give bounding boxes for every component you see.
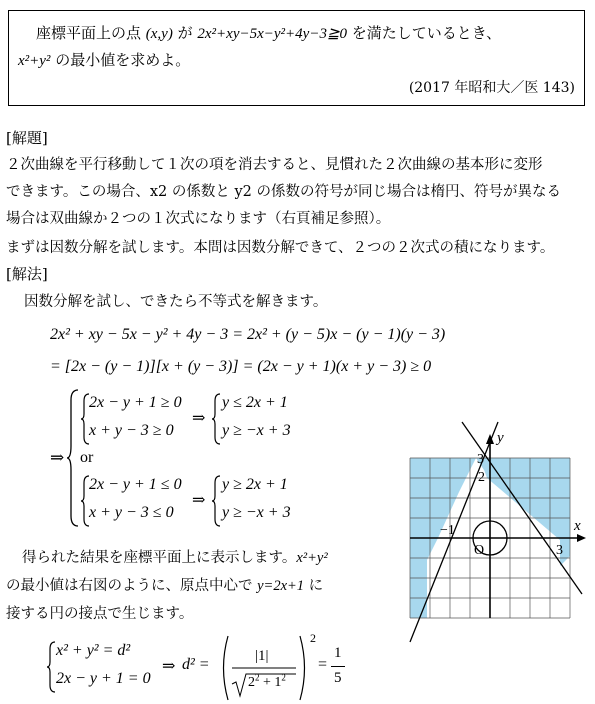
result-text-a: 得られた結果を座標平面上に表示します。 (22, 550, 297, 566)
final-numerator: |1| (255, 648, 269, 664)
result-line-2 (6, 574, 323, 595)
kaihou-heading: [解法] (6, 265, 48, 283)
label-2: 2 (478, 470, 485, 485)
final-brace (46, 641, 56, 693)
factor-eq-line-2: = [2x − (y − 1)][x + (y − 3)] = (2x − y + 1)(x + y − 3) ≥ 0 (50, 358, 432, 375)
final-circle-eq: x² + y² = d² (56, 642, 131, 659)
result-line-1 (22, 546, 328, 567)
kaidai-line-1: ２次曲線を平行移動して１次の項を消去すると、見慣れた２次曲線の基本形に変形 (6, 157, 543, 173)
label-3-top: 3 (477, 452, 484, 467)
problem-inequality: 2x²+xy−5x−y²+4y−3≧0 (197, 26, 348, 42)
outer-brace (66, 388, 80, 528)
factor-eq-line-1: 2x² + xy − 5x − y² + 4y − 3 = 2x² + (y − 5)x − (y − 1)(y − 3) (50, 326, 446, 343)
problem-line-2 (18, 49, 190, 70)
kaidai-line-3: 場合は双曲線か２つの１次式になります（右頁補足参照）。 (6, 211, 391, 227)
label-3-right: 3 (556, 543, 563, 558)
label-origin: O (474, 543, 485, 558)
sys2-implies: ⇒ (192, 492, 206, 509)
kaihou-intro: 因数分解を試し、できたら不等式を解きます。 (24, 294, 328, 310)
problem-text-c: を満たしているとき、 (347, 24, 502, 42)
problem-text-a: 座標平面上の点 (36, 24, 146, 42)
result-text-c: に (304, 578, 324, 594)
x-axis-arrow (577, 534, 586, 542)
problem-point: (x,y) (145, 26, 173, 42)
final-implies: ⇒ (162, 658, 176, 675)
final-exponent: 2 (310, 631, 316, 645)
final-line-eq: 2x − y + 1 = 0 (56, 670, 151, 687)
problem-line-1 (36, 22, 501, 43)
x-axis-label: x (574, 518, 581, 534)
problem-source: (2017 年昭和大／医 143) (408, 80, 575, 96)
cases-or: or (80, 449, 94, 466)
problem-target-expr: x²+y² (18, 53, 51, 69)
sol2-ineq-b: y ≥ −x + 3 (222, 504, 291, 521)
final-answer-bar (331, 666, 345, 667)
problem-text-b: が (172, 24, 198, 42)
sol2-brace (211, 475, 221, 527)
result-line-3: 接する円の接点で生じます。 (6, 606, 194, 622)
kaidai-line-2: できます。この場合、x2 の係数と y2 の係数の符号が同じ場合は楕円、符号が異なる (6, 184, 561, 200)
sys1-ineq-b: x + y − 3 ≥ 0 (89, 422, 174, 439)
sol1-brace (211, 393, 221, 445)
final-answer-den: 5 (334, 670, 342, 686)
result-text-b: の最小値は右図のように、原点中心で (6, 578, 258, 594)
kaidai-line-4: まずは因数分解を試します。本問は因数分解できて、２つの２次式の積になります。 (6, 240, 555, 256)
kaidai-heading: [解題] (6, 129, 48, 147)
label-minus-1: −1 (440, 523, 455, 538)
sys1-implies: ⇒ (192, 410, 206, 427)
problem-question: の最小値を求めよ。 (50, 51, 191, 69)
sys2-ineq-b: x + y − 3 ≤ 0 (89, 504, 174, 521)
final-d2-lhs: d² = (182, 656, 210, 673)
tangent-line-expr: y=2x+1 (257, 578, 305, 594)
result-expr: x²+y² (296, 550, 328, 566)
cases-implies-arrow: ⇒ (50, 448, 65, 467)
final-equals: = (318, 656, 328, 673)
final-fraction (218, 632, 310, 704)
sol2-ineq-a: y ≥ 2x + 1 (222, 476, 288, 493)
sys2-ineq-a: 2x − y + 1 ≤ 0 (89, 476, 182, 493)
sol1-ineq-b: y ≥ −x + 3 (222, 422, 291, 439)
final-denominator: $2^2 + 1^2$ (248, 672, 286, 690)
y-axis-label: y (497, 430, 504, 446)
final-answer-num: 1 (334, 645, 342, 661)
region-graph (396, 420, 592, 644)
sol1-ineq-a: y ≤ 2x + 1 (222, 394, 288, 411)
sys1-ineq-a: 2x − y + 1 ≥ 0 (89, 394, 182, 411)
